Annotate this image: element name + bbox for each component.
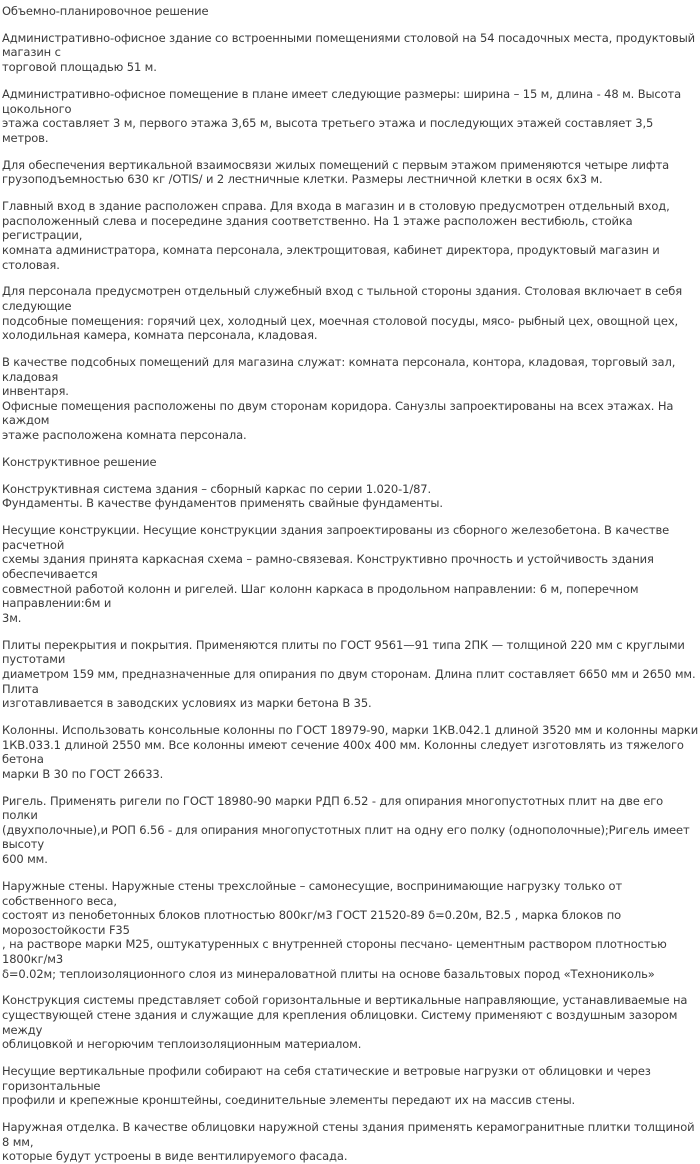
paragraph: Офисные помещения расположены по двум сторонам коридора. Санузлы запроектированы на всех этажах. На каждом этаже расположена комната персонала. xyxy=(2,398,674,443)
paragraph: Конструкция системы представляет собой горизонтальные и вертикальные направляющие, устанавливаемые на существующей стене здания и служащие для крепления облицовки. Систему применяют с воздушным зазором между облицовкой и негорючим теплоизоляционным материалом. xyxy=(2,993,688,1052)
paragraph: Наружная отделка. В качестве облицовки наружной стены здания применять керамогранитные плитки толщиной 8 мм, которые будут устроены в виде вентилируемого фасада. xyxy=(2,1120,695,1164)
paragraph: Колонны. Использовать консольные колонны по ГОСТ 18979-90, марки 1КВ.042.1 длиной 3520 мм и колонны марки 1КВ.033.1 длиной 2550 мм. Все колонны имеют сечение 400х 400 мм. Колонны следует изготовлять из тяжелого бетона марки В 30 по ГОСТ 26633. xyxy=(2,723,699,781)
paragraph: Несущие конструкции. Несущие конструкции здания запроектированы из сборного железобетона. В качестве расчетной схемы здания принята каркасная схема – рамно-связевая. Конструктивно прочность и устойчивость здания обеспечивается совместной работой колонн и ригелей. Шаг колонн каркаса в продольном направлении: 6 м, поперечном направлении:6м и 3м. xyxy=(2,523,670,625)
paragraph: Для персонала предусмотрен отдельный служебный вход с тыльной стороны здания. Столовая включает в себя следующие подсобные помещения: горячий цех, холодный цех, моечная столовой посуды, мясо- рыбный цех, овощной цех, холодильная камера, комната персонала, кладовая. xyxy=(2,284,683,343)
paragraph: Несущие вертикальные профили собирают на себя статические и ветровые нагрузки от облицовки и через горизонтальные профили и крепежные кронштейны, соединительные элементы передают их на массив стены. xyxy=(2,1064,651,1108)
paragraph-heading-planning: Объемно-планировочное решение xyxy=(2,4,209,18)
paragraph: Фундаменты. В качестве фундаментов применять свайные фундаменты. xyxy=(2,496,443,511)
paragraph: Главный вход в здание расположен справа. Для входа в магазин и в столовую предусмотрен отдельный вход, расположенный слева и посередине здания соответственно. На 1 этаже расположен вестибюль, стойка регистрации, комната администратора, комната персонала, электрощитовая, кабинет директора, продуктовый магазин и столовая. xyxy=(2,199,670,272)
paragraph-heading-structural: Конструктивное решение xyxy=(2,454,157,469)
paragraph: Для обеспечения вертикальной взаимосвязи жилых помещений с первым этажом применяются четыре лифта грузоподъемностью 630 кг /OTIS/ и 2 лестничные клетки. Размеры лестничной клетки в осях 6х3 м. xyxy=(2,157,670,187)
paragraph: Конструктивная система здания – сборный каркас по серии 1.020-1/87. xyxy=(2,481,432,496)
paragraph: Административно-офисное помещение в плане имеет следующие размеры: ширина – 15 м, длина - 48 м. Высота цокольного этажа составляет 3 м, первого этажа 3,65 м, высота третьего этажа и последующих этажей составляет 3,5 метров. xyxy=(2,86,682,145)
paragraph: Плиты перекрытия и покрытия. Применяются плиты по ГОСТ 9561—91 типа 2ПК — толщиной 220 мм с круглыми пустотами диаметром 159 мм, предназначенные для опирания по двум сторонам. Длина плит составляет 6650 мм и 2650 мм. Плита изготавливается в заводских условиях из марки бетона В 35. xyxy=(2,637,696,711)
paragraph: В качестве подсобных помещений для магазина служат: комната персонала, контора, кладовая, торговый зал, кладовая инвентаря. xyxy=(2,355,676,399)
paragraph: Наружные стены. Наружные стены трехслойные – самонесущие, воспринимающие нагрузку только от собственного веса, состоят из пенобетонных блоков плотностью 800кг/м3 ГОСТ 21520-89 δ=0.20м, В2.5 , марка блоков по морозостойкости F35 , на растворе марки М25, оштукатуренных с внутренней стороны песчано- цементным раствором плотностью 1800кг/м3 δ=0.02м; теплоизоляционного слоя из минераловатной плиты на основе базальтовых пород «Технониколь» xyxy=(2,878,667,981)
paragraph: Ригель. Применять ригели по ГОСТ 18980-90 марки РДП 6.52 - для опирания многопустотных плит на две его полки (двухполочные),и РОП 6.56 - для опирания многопустотных плит на одну его полку (однополочные);Ригель имеет высоту 600 мм. xyxy=(2,793,690,867)
paragraph: Административно-офисное здание со встроенными помещениями столовой на 54 посадочных места, продуктовый магазин с торговой площадью 51 м. xyxy=(2,30,696,75)
